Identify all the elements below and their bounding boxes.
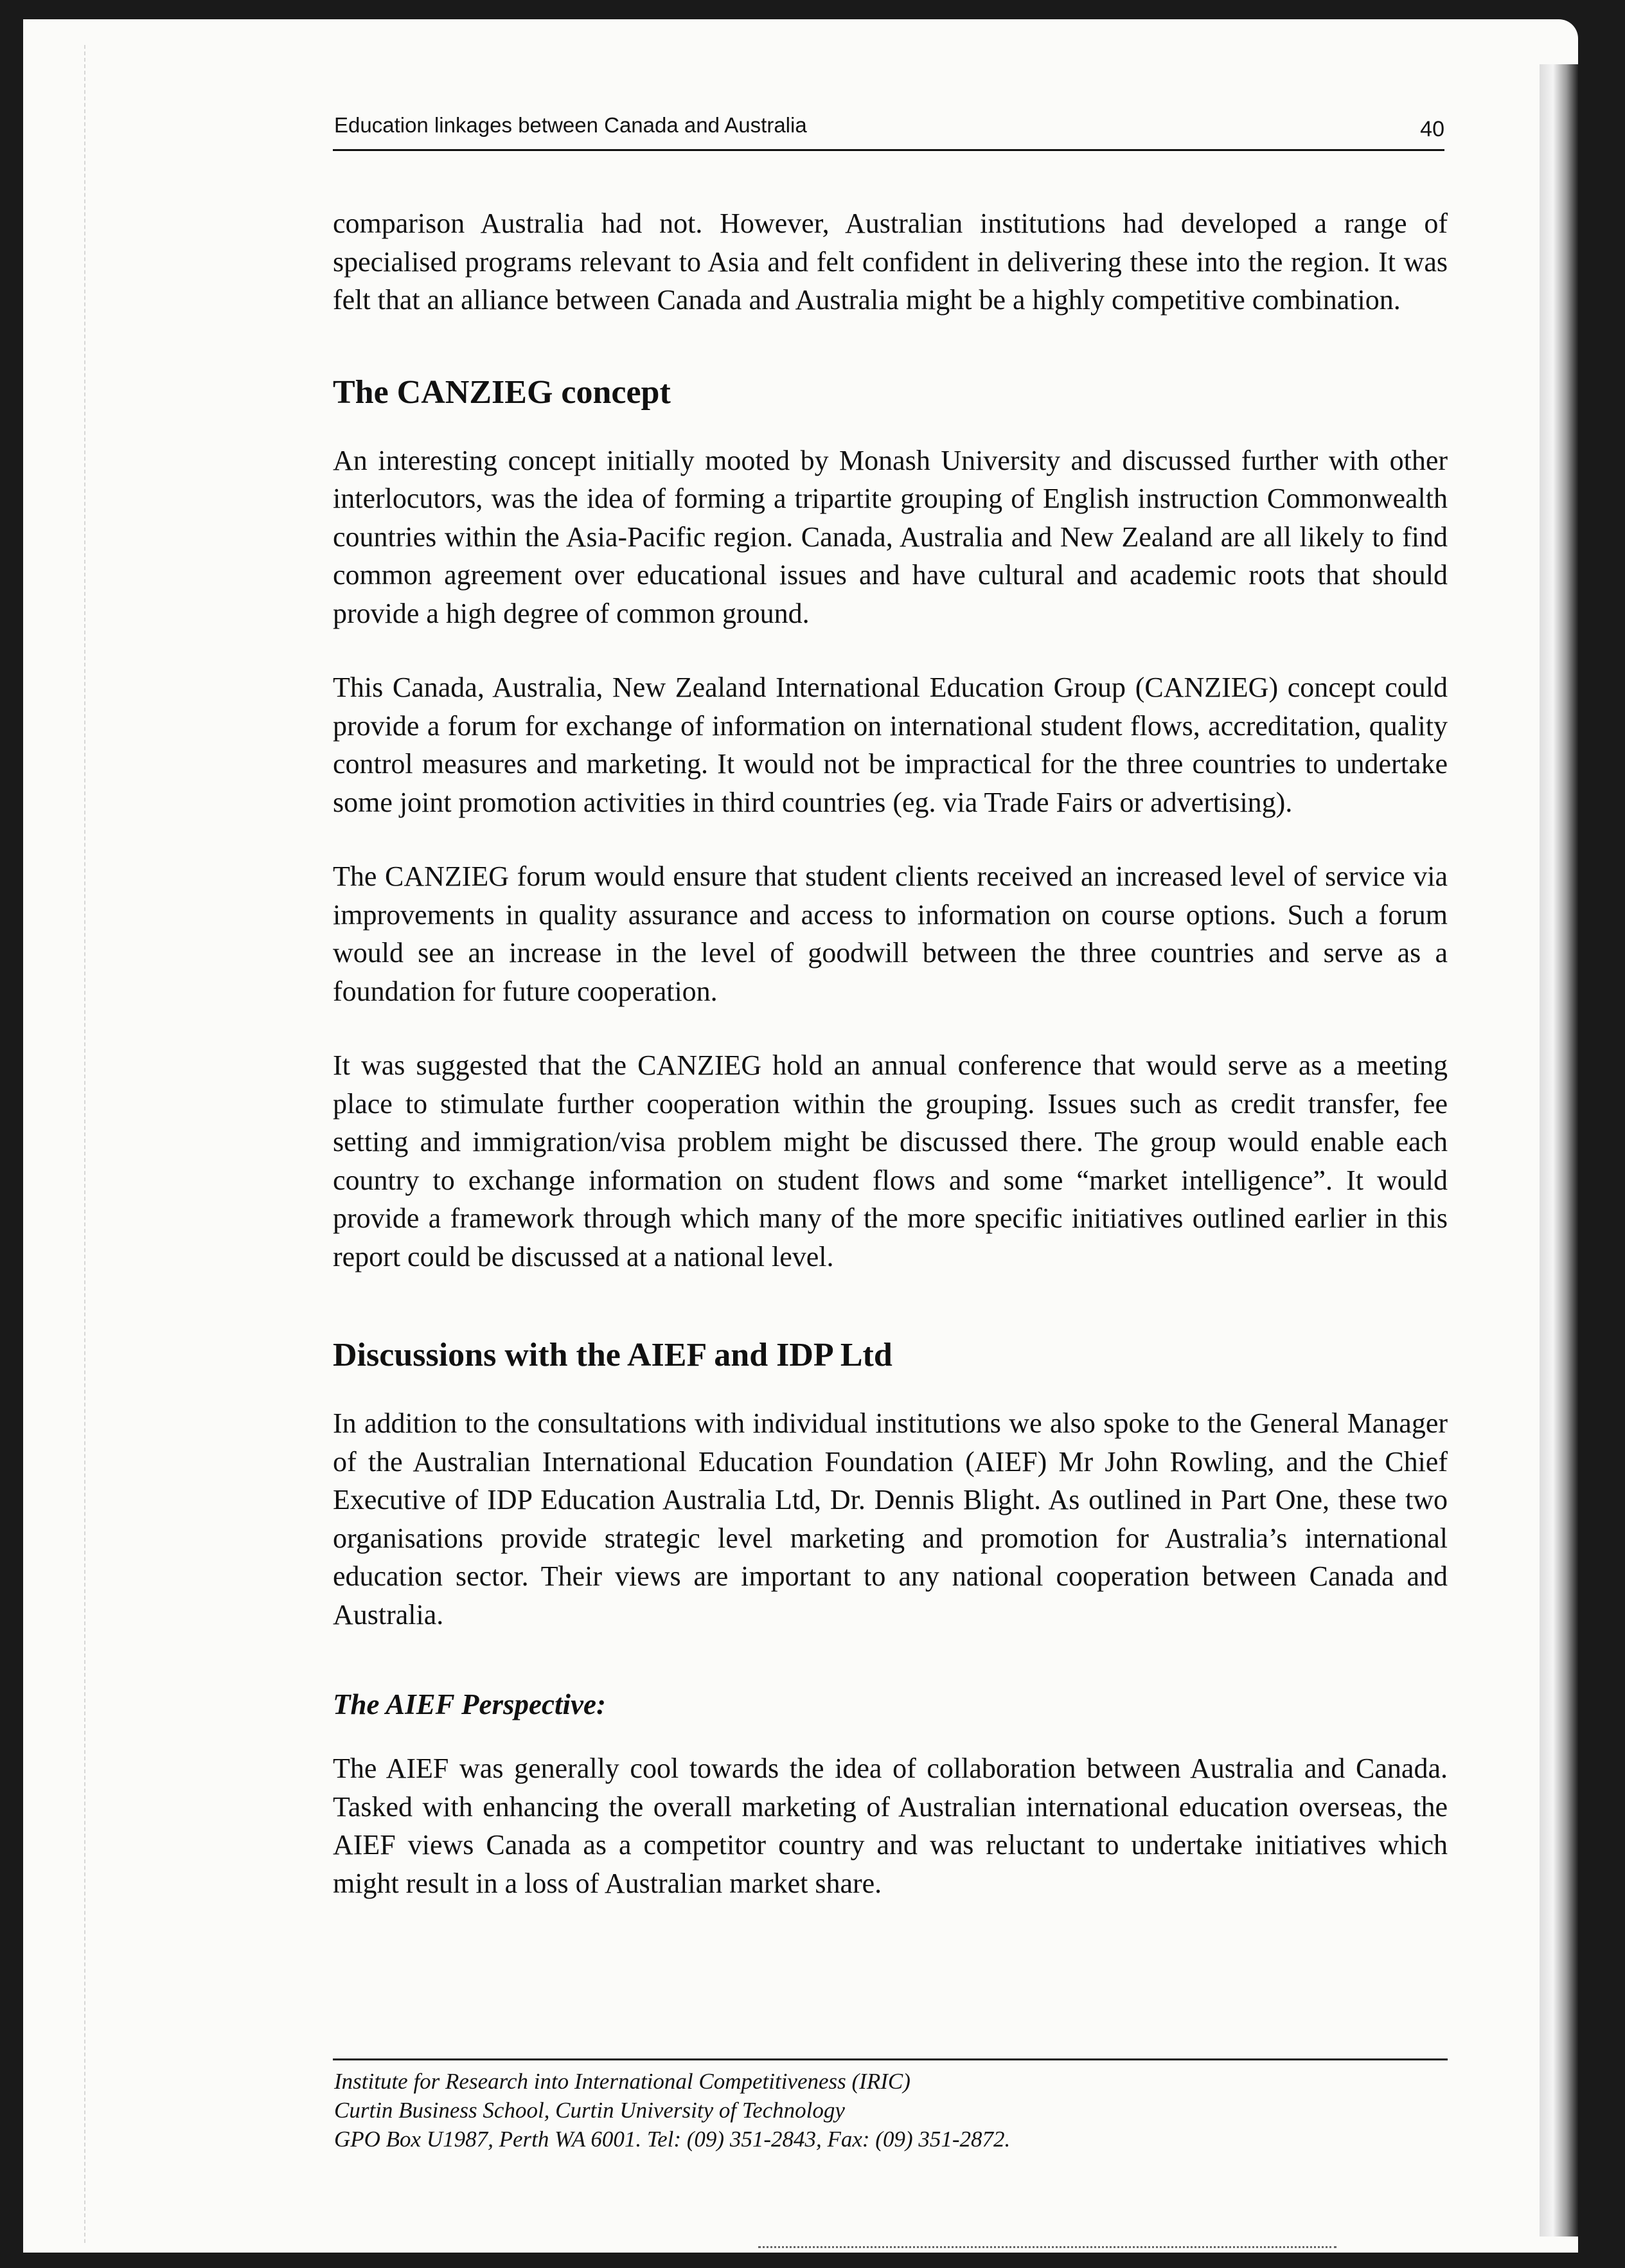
running-header bbox=[333, 111, 1444, 151]
running-title: Education linkages between Canada and Australia bbox=[334, 113, 807, 137]
paragraph: comparison Australia had not. However, Australian institutions had developed a range of specialised programs relevant to Asia and felt confident in delivering these into the region. It was felt that an alliance between Canada and Australia might be a highly competitive combination. bbox=[333, 208, 1448, 316]
section-heading-canzieg: The CANZIEG concept bbox=[333, 373, 671, 411]
paragraph: It was suggested that the CANZIEG hold an annual conference that would serve as a meeting place to stimulate further cooperation within the grouping. Issues such as credit transfer, fee setting and immigration/visa problem might be discussed there. The group would enable each country to exchange information on student flows and some “market intelligence”. It would provide a framework through which many of the more specific initiatives outlined earlier in this report could be discussed at a national level. bbox=[333, 1049, 1448, 1272]
paragraph: In addition to the consultations with individual institutions we also spoke to the General Manager of the Australian International Education Foundation (AIEF) Mr John Rowling, and the Chief Executive of IDP Education Australia Ltd, Dr. Dennis Blight. As outlined in Part One, these two organisations provide strategic level marketing and promotion for Australia’s international education sector. Their views are important to any national cooperation between Canada and Australia. bbox=[333, 1407, 1448, 1630]
footer-rule bbox=[333, 2058, 1448, 2060]
paragraph: An interesting concept initially mooted by Monash University and discussed further with other interlocutors, was the idea of forming a tripartite grouping of English instruction Commonwealth countries within the Asia-Pacific region. Canada, Australia and New Zealand are all likely to find common agreement over educational issues and have cultural and academic roots that should provide a high degree of common ground. bbox=[333, 444, 1448, 629]
subheading-aief-perspective: The AIEF Perspective: bbox=[333, 1688, 606, 1720]
paragraph: The AIEF was generally cool towards the idea of collaboration between Australia and Canada. Tasked with enhancing the overall marketing of Australian international education overseas, the AIEF views Canada as a competitor country and was reluctant to undertake initiatives which might result in a loss of Australian market share. bbox=[333, 1753, 1448, 1899]
footer bbox=[334, 2067, 1449, 2154]
footer-line: Institute for Research into International Competitiveness (IRIC) bbox=[334, 2069, 910, 2094]
footer-line: Curtin Business School, Curtin University of Technology bbox=[334, 2098, 845, 2123]
section-heading-discussions: Discussions with the AIEF and IDP Ltd bbox=[333, 1337, 892, 1373]
paragraph: This Canada, Australia, New Zealand International Education Group (CANZIEG) concept could provide a forum for exchange of information on international student flows, accreditation, quality control measures and marketing. It would not be impractical for the three countries to undertake some joint promotion activities in third countries (eg. via Trade Fairs or advertising). bbox=[333, 672, 1448, 818]
page-left-edge bbox=[84, 45, 94, 2243]
footer-line: GPO Box U1987, Perth WA 6001. Tel: (09) 351-2843, Fax: (09) 351-2872. bbox=[334, 2127, 1011, 2152]
page-number: 40 bbox=[1420, 117, 1444, 141]
page-body bbox=[333, 204, 1448, 1902]
paragraph: The CANZIEG forum would ensure that student clients received an increased level of service via improvements in quality assurance and access to information on course options. Such a forum would see an increase in the level of goodwill between the three countries and serve as a foundation for future cooperation. bbox=[333, 861, 1448, 1007]
scan-artifact bbox=[758, 2246, 1336, 2253]
page-binding-shadow bbox=[1540, 64, 1578, 2237]
